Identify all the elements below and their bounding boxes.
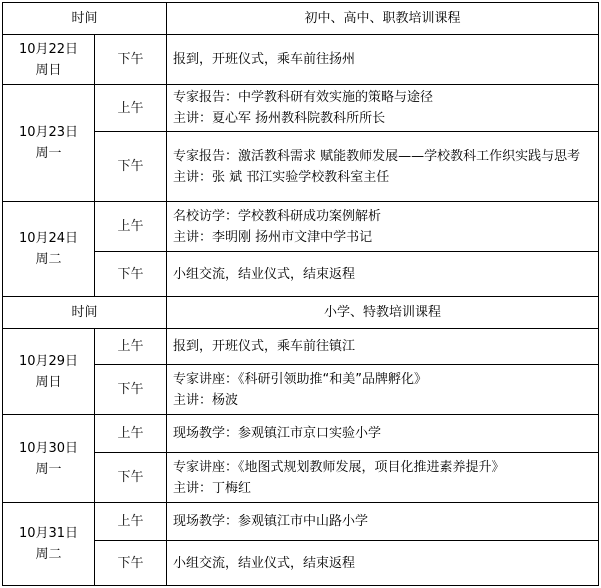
table-row (3, 85, 599, 132)
period-cell: 上午 (95, 503, 167, 541)
date-label: 10月24日 (18, 231, 79, 246)
date-label: 10月29日 (18, 353, 79, 369)
session-line: 名校访学：学校教科研成功案例解析 (173, 208, 382, 224)
session-line: 专家讲座：《科研引领助推“和美”品牌孵化》 (173, 371, 427, 387)
session-content (167, 365, 599, 415)
table-row (3, 503, 599, 541)
time-header: 时间 (3, 297, 167, 329)
weekday-label: 周二 (35, 252, 62, 267)
section-header-row (3, 297, 599, 329)
session-content (167, 453, 599, 503)
section-title: 小学、特教培训课程 (167, 297, 599, 329)
session-line: 专家报告：中学教科研有效实施的策略与途径 (173, 90, 434, 105)
table-row (3, 35, 599, 85)
session-line: 报到，开班仪式，乘车前往镇江 (173, 339, 356, 354)
session-line: 小组交流，结业仪式，结束返程 (173, 266, 356, 282)
session-content (167, 35, 599, 85)
weekday-label: 周二 (35, 547, 62, 562)
period-cell: 下午 (95, 252, 167, 297)
date-cell (3, 503, 95, 586)
date-label: 10月30日 (18, 440, 79, 456)
table-row (3, 329, 599, 365)
weekday-label: 周日 (35, 62, 62, 78)
weekday-label: 周一 (35, 461, 62, 477)
session-content (167, 252, 599, 297)
session-content (167, 329, 599, 365)
date-label: 10月23日 (18, 125, 79, 140)
period-cell: 上午 (95, 85, 167, 132)
session-line: 现场教学：参观镇江市中山路小学 (173, 514, 369, 529)
period-cell: 下午 (95, 365, 167, 415)
period-cell: 上午 (95, 415, 167, 453)
date-cell (3, 415, 95, 503)
period-cell: 上午 (95, 202, 167, 252)
period-cell: 下午 (95, 35, 167, 85)
session-line: 主讲：张 斌 邗江实验学校教科室主任 (173, 169, 390, 185)
weekday-label: 周一 (35, 146, 62, 161)
date-cell (3, 85, 95, 202)
session-line: 主讲：夏心军 扬州教科院教科所所长 (173, 111, 386, 126)
session-line: 主讲：李明刚 扬州市文津中学书记 (173, 229, 373, 245)
period-cell: 上午 (95, 329, 167, 365)
date-cell (3, 35, 95, 85)
table-row (3, 202, 599, 252)
session-content (167, 415, 599, 453)
session-content (167, 132, 599, 202)
time-header: 时间 (3, 3, 167, 35)
session-line: 专家报告：激活教科需求 赋能教师发展——学校教科工作织实践与思考 (173, 148, 581, 164)
session-content (167, 541, 599, 586)
session-content (167, 85, 599, 132)
weekday-label: 周日 (35, 374, 62, 390)
date-label: 10月31日 (18, 526, 79, 541)
section-header-row (3, 3, 599, 35)
date-label: 10月22日 (18, 41, 79, 57)
session-content (167, 503, 599, 541)
session-line: 主讲：杨波 (173, 392, 239, 408)
session-line: 小组交流，结业仪式，结束返程 (173, 555, 356, 571)
date-cell (3, 202, 95, 297)
period-cell: 下午 (95, 453, 167, 503)
section-title: 初中、高中、职教培训课程 (167, 3, 599, 35)
period-cell: 下午 (95, 132, 167, 202)
session-line: 现场教学：参观镇江市京口实验小学 (173, 426, 382, 441)
table-row (3, 415, 599, 453)
date-cell (3, 329, 95, 415)
period-cell: 下午 (95, 541, 167, 586)
training-schedule-table (2, 2, 599, 586)
session-line: 主讲：丁梅红 (173, 480, 252, 496)
session-line: 报到，开班仪式，乘车前往扬州 (173, 52, 356, 67)
session-content (167, 202, 599, 252)
session-line: 专家讲座：《地图式规划教师发展，项目化推进素养提升》 (173, 459, 505, 475)
